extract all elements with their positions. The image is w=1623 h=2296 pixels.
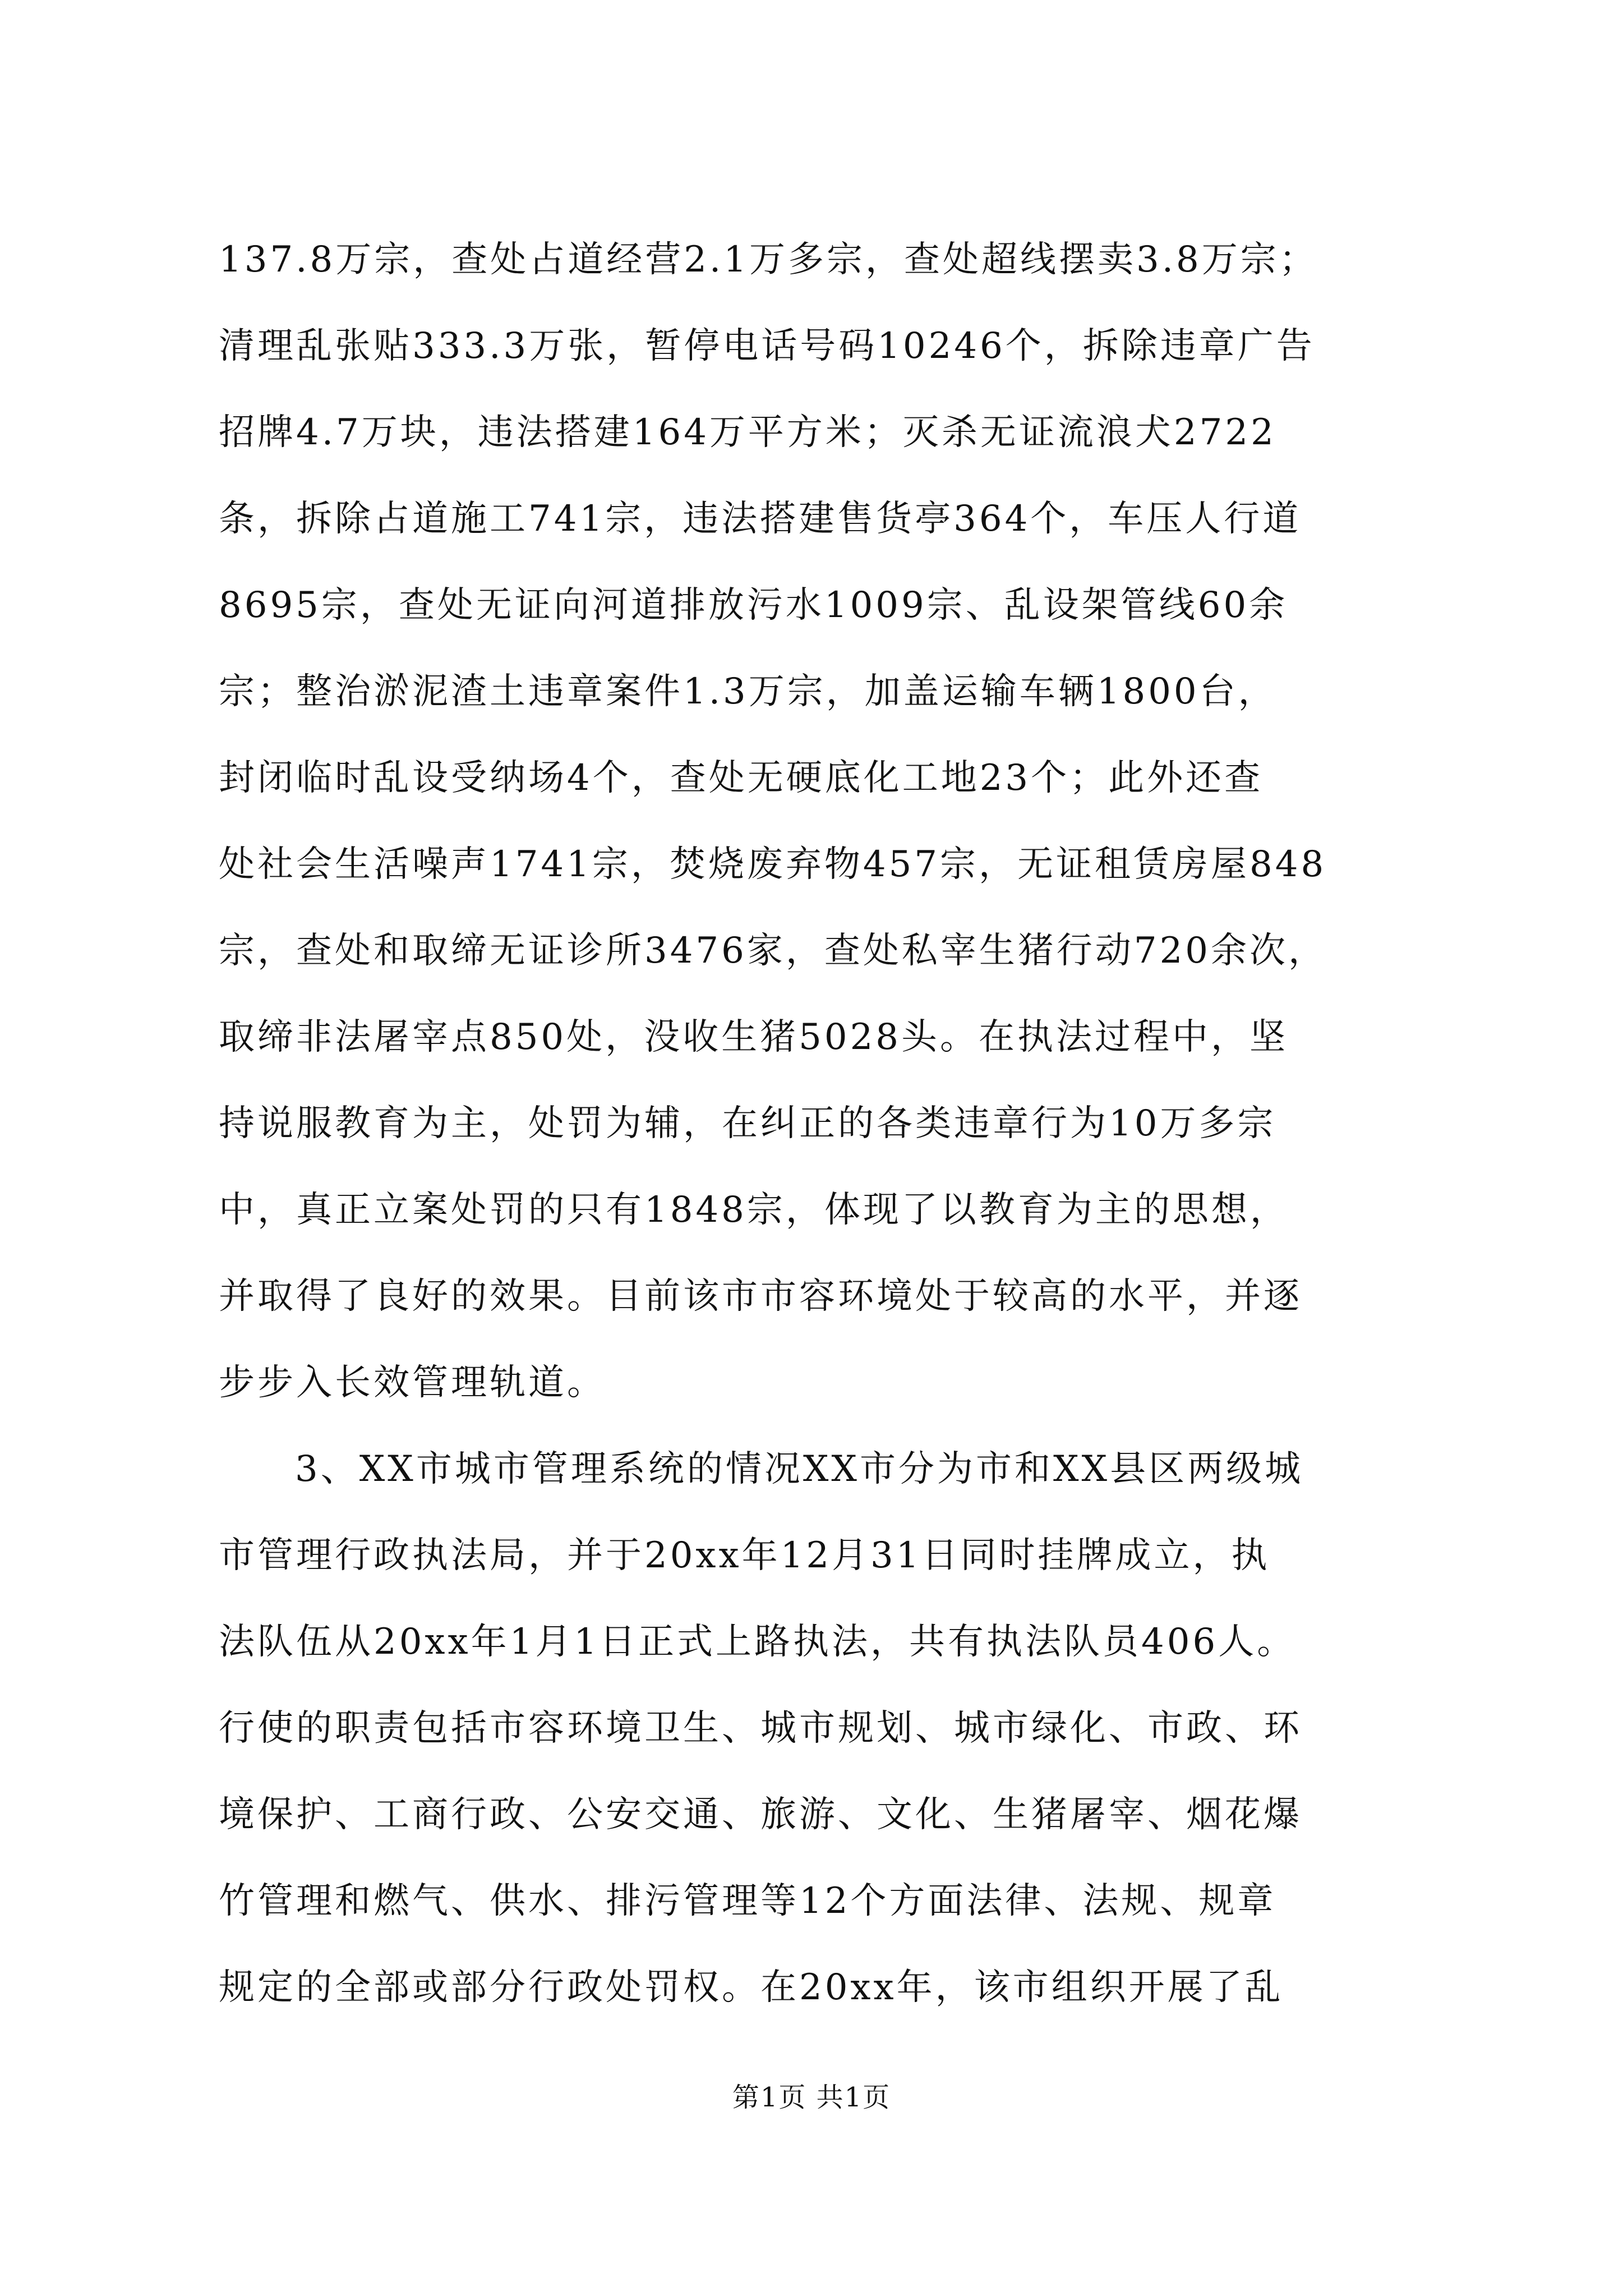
text-line: 持说服教育为主，处罚为辅，在纠正的各类违章行为10万多宗 (219, 1103, 1276, 1144)
text-line: 封闭临时乱设受纳场4个，查处无硬底化工地23个；此外还查 (219, 757, 1264, 799)
text-line: 竹管理和燃气、供水、排污管理等12个方面法律、法规、规章 (219, 1880, 1276, 1922)
paragraph-enforcement-statistics (219, 217, 1424, 1426)
text-line: 步步入长效管理轨道。 (219, 1362, 606, 1404)
text-line: 并取得了良好的效果。目前该市市容环境处于较高的水平，并逐 (219, 1276, 1302, 1317)
paragraph-city-management-system (219, 1426, 1424, 2031)
text-line: 8695宗，查处无证向河道排放污水1009宗、乱设架管线60余 (219, 585, 1288, 626)
document-body (219, 217, 1424, 2031)
text-line: 招牌4.7万块，违法搭建164万平方米；灭杀无证流浪犬2722 (219, 412, 1276, 453)
text-line: 处社会生活噪声1741宗，焚烧废弃物457宗，无证租赁房屋848 (219, 844, 1327, 885)
text-line: 条，拆除占道施工741宗，违法搭建售货亭364个，车压人行道 (219, 498, 1302, 540)
text-line: 清理乱张贴333.3万张，暂停电话号码10246个，拆除违章广告 (219, 325, 1315, 367)
text-line: 中，真正立案处罚的只有1848宗，体现了以教育为主的思想， (219, 1189, 1289, 1231)
text-line: 市管理行政执法局，并于20xx年12月31日同时挂牌成立，执 (219, 1535, 1270, 1576)
text-line: 法队伍从20xx年1月1日正式上路执法，共有执法队员406人。 (219, 1621, 1296, 1663)
text-line: 境保护、工商行政、公安交通、旅游、文化、生猪屠宰、烟花爆 (219, 1794, 1302, 1835)
text-line: 规定的全部或部分行政处罚权。在20xx年，该市组织开展了乱 (219, 1967, 1284, 2008)
text-line: 137.8万宗，查处占道经营2.1万多宗，查处超线摆卖3.8万宗； (219, 239, 1318, 280)
text-line: 宗，查处和取缔无证诊所3476家，查处私宰生猪行动720余次， (219, 930, 1327, 972)
text-line: 取缔非法屠宰点850处，没收生猪5028头。在执法过程中，坚 (219, 1016, 1289, 1058)
text-line: 3、XX市城市管理系统的情况XX市分为市和XX县区两级城 (295, 1448, 1304, 1490)
text-line: 行使的职责包括市容环境卫生、城市规划、城市绿化、市政、环 (219, 1708, 1302, 1749)
text-line: 宗；整治淤泥渣土违章案件1.3万宗，加盖运输车辆1800台， (219, 671, 1277, 712)
page-number-footer: 第1页 共1页 (732, 2082, 891, 2113)
